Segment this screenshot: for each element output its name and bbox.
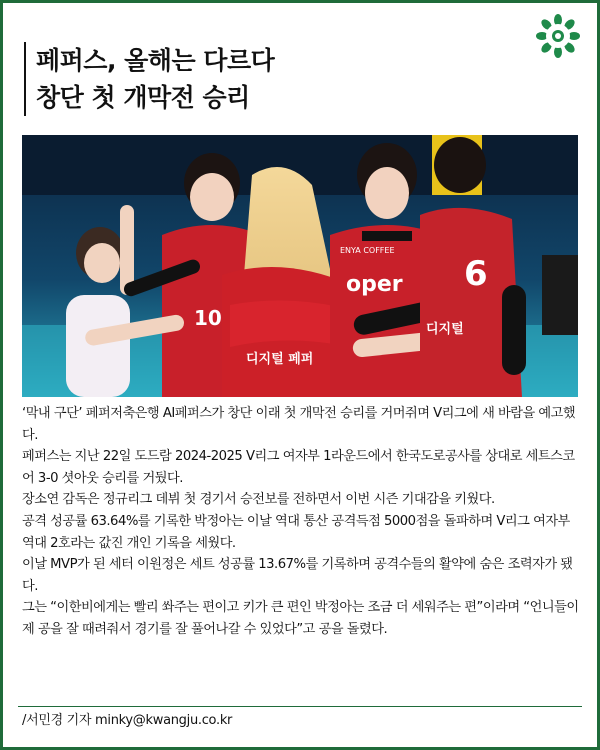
jersey-number-10: 10: [194, 306, 222, 330]
article-paragraph-1: ‘막내 구단’ 페퍼저축은행 AI페퍼스가 창단 이래 첫 개막전 승리를 거머쥐며 V리그에 새 바람을 예고했다.: [22, 406, 576, 443]
volleyball-team-photo: [22, 135, 578, 397]
photo-illustration: [22, 135, 578, 397]
article-paragraph-5: 이날 MVP가 된 세터 이원정은 세트 성공률 13.67%를 기록하며 공격수들의 활약에 숨은 조력자가 됐다.: [22, 557, 573, 594]
headline-block: [24, 42, 516, 116]
article-body: [22, 403, 582, 641]
headline-line-2: 창단 첫 개막전 승리: [36, 83, 250, 112]
article-paragraph-4: 공격 성공률 63.64%를 기록한 박정아는 이날 역대 통산 공격득점 5000점을 돌파하며 V리그 여자부 역대 2호라는 값진 개인 기록을 세웠다.: [22, 513, 570, 551]
headline-line-1: 페퍼스, 올해는 다르다: [36, 46, 275, 75]
article-paragraph-3: 장소연 감독은 정규리그 데뷔 첫 경기서 승전보를 전하면서 이번 시즌 기대감을 키웠다.: [22, 492, 495, 508]
kwangju-logo-icon: [536, 14, 580, 58]
jersey-text-digital-pepper: 디지털 페퍼: [246, 352, 314, 367]
byline-divider: [18, 706, 582, 707]
jersey-text-digital: 디지털: [426, 322, 464, 337]
sponsor-text: ENYA COFFEE: [340, 246, 395, 255]
jersey-number-6: 6: [464, 254, 488, 294]
reporter-byline: /서민경 기자 minky@kwangju.co.kr: [22, 713, 233, 728]
article-paragraph-2: 페퍼스는 지난 22일 도드람 2024-2025 V리그 여자부 1라운드에서 한국도로공사를 상대로 세트스코어 3-0 셧아웃 승리를 거뒀다.: [22, 449, 575, 486]
jersey-text-oper: oper: [346, 272, 403, 297]
article-paragraph-6: 그는 “이한비에게는 빨리 쏴주는 편이고 키가 큰 편인 박정아는 조금 더 세워주는 편”이라며 “언니들이 제 공을 잘 때려줘서 경기를 잘 풀어나갈 수 있었다”고 공을 돌렸다.: [22, 600, 579, 637]
